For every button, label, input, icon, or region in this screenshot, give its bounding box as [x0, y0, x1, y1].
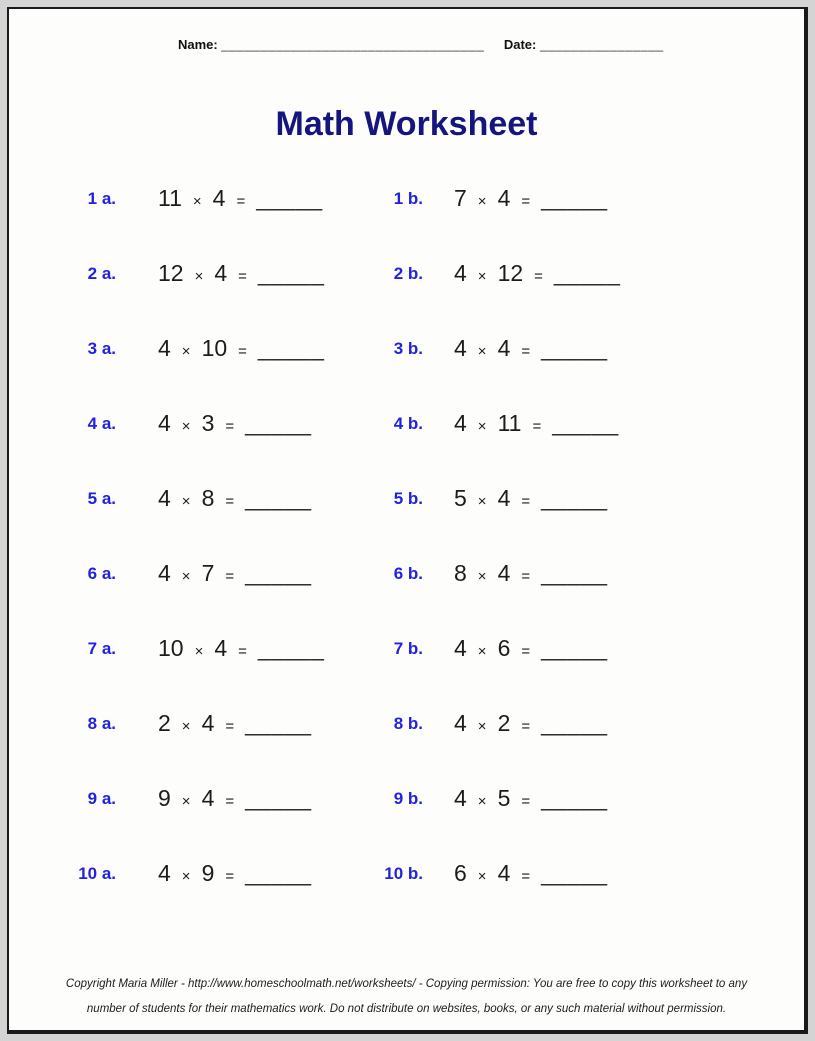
factor-1: 9 — [158, 785, 171, 811]
factor-1: 4 — [158, 485, 171, 511]
problem-label-b: 6 b. — [393, 563, 423, 583]
equals-sign: = — [521, 193, 531, 210]
factor-1: 4 — [454, 710, 467, 736]
multiplication-sign: × — [477, 718, 487, 735]
problem-row — [9, 836, 804, 911]
equals-sign: = — [532, 418, 542, 435]
answer-blank: _____ — [552, 410, 619, 436]
problem-row — [9, 311, 804, 386]
equals-sign: = — [534, 268, 543, 285]
equals-sign: = — [236, 193, 246, 210]
problems-list — [9, 161, 804, 911]
equals-sign: = — [225, 718, 235, 735]
factor-1: 4 — [158, 410, 171, 436]
multiplication-sign: × — [192, 193, 202, 210]
factor-1: 7 — [454, 185, 467, 211]
problem-row — [9, 386, 804, 461]
answer-blank: _____ — [245, 860, 312, 886]
problem-label-a: 3 a. — [87, 338, 116, 358]
factor-2: 4 — [497, 860, 511, 886]
factor-2: 4 — [212, 185, 226, 211]
answer-blank: _____ — [245, 410, 312, 436]
answer-blank: _____ — [245, 710, 312, 736]
equals-sign: = — [521, 793, 531, 810]
multiplication-sign: × — [194, 643, 204, 660]
multiplication-sign: × — [181, 793, 191, 810]
footer-line-2: number of students for their mathematics work. Do not distribute on websites, books, or any such material without permission. — [86, 1003, 727, 1015]
problem-label-b: 2 b. — [393, 263, 423, 283]
factor-2: 2 — [497, 710, 511, 736]
factor-1: 12 — [158, 260, 184, 286]
problem-label-b: 9 b. — [393, 788, 423, 808]
factor-1: 4 — [158, 560, 171, 586]
problem-expression-a — [158, 710, 373, 737]
answer-blank: _____ — [257, 335, 325, 361]
factor-2: 3 — [201, 410, 215, 436]
factor-2: 5 — [497, 785, 511, 811]
factor-1: 2 — [158, 710, 171, 736]
header — [9, 37, 804, 53]
factor-2: 4 — [497, 485, 511, 511]
answer-blank: _____ — [245, 485, 312, 511]
problem-expression-a — [158, 560, 373, 587]
equals-sign: = — [521, 568, 531, 585]
factor-2: 7 — [201, 560, 215, 586]
problem-label-b: 1 b. — [393, 188, 423, 208]
problem-label-a: 2 a. — [87, 263, 116, 283]
factor-2: 12 — [497, 260, 524, 286]
factor-2: 10 — [201, 335, 228, 361]
factor-2: 4 — [497, 560, 511, 586]
equals-sign: = — [225, 418, 235, 435]
multiplication-sign: × — [477, 643, 487, 660]
multiplication-sign: × — [181, 568, 191, 585]
problem-label-b: 7 b. — [393, 638, 423, 658]
equals-sign: = — [225, 493, 235, 510]
factor-1: 11 — [158, 185, 182, 211]
date-label: Date: — [503, 37, 537, 52]
problem-expression-b — [454, 410, 804, 437]
answer-blank: _____ — [541, 635, 608, 661]
multiplication-sign: × — [181, 418, 191, 435]
multiplication-sign: × — [477, 343, 487, 360]
problem-row — [9, 686, 804, 761]
factor-1: 8 — [454, 560, 467, 586]
problem-row — [9, 611, 804, 686]
answer-blank: _____ — [541, 860, 608, 886]
factor-2: 4 — [497, 185, 511, 211]
equals-sign: = — [521, 868, 531, 885]
worksheet-page — [7, 7, 808, 1034]
problem-expression-b — [454, 635, 804, 662]
factor-1: 4 — [158, 860, 171, 886]
problem-label-a: 10 a. — [78, 863, 116, 883]
factor-2: 6 — [497, 635, 511, 661]
problem-row — [9, 536, 804, 611]
equals-sign: = — [521, 718, 531, 735]
factor-1: 4 — [454, 335, 467, 361]
date-blank-line: ________________ — [539, 37, 664, 52]
answer-blank: _____ — [541, 560, 608, 586]
problem-expression-b — [454, 335, 804, 362]
equals-sign: = — [225, 568, 235, 585]
factor-1: 4 — [454, 410, 467, 436]
problem-label-a: 8 a. — [87, 713, 116, 733]
problem-expression-a — [158, 335, 373, 362]
factor-2: 4 — [214, 260, 228, 286]
problem-expression-a — [158, 635, 373, 662]
problem-label-b: 3 b. — [393, 338, 423, 358]
problem-label-a: 9 a. — [87, 788, 116, 808]
equals-sign: = — [238, 343, 247, 360]
problem-expression-a — [158, 785, 373, 812]
equals-sign: = — [225, 868, 235, 885]
multiplication-sign: × — [477, 568, 487, 585]
equals-sign: = — [521, 343, 531, 360]
problem-expression-b — [454, 710, 804, 737]
problem-label-a: 5 a. — [87, 488, 116, 508]
multiplication-sign: × — [477, 868, 487, 885]
factor-1: 4 — [454, 635, 467, 661]
problem-row — [9, 161, 804, 236]
problem-label-a: 1 a. — [87, 188, 116, 208]
footer — [9, 972, 804, 1022]
factor-1: 4 — [454, 785, 467, 811]
footer-line-1: Copyright Maria Miller - http://www.homeschoolmath.net/worksheets/ - Copying permission: You are free to copy this worksheet to any — [65, 978, 748, 990]
multiplication-sign: × — [477, 418, 487, 435]
factor-2: 4 — [214, 635, 228, 661]
multiplication-sign: × — [181, 493, 191, 510]
answer-blank: _____ — [541, 185, 608, 211]
multiplication-sign: × — [194, 268, 204, 285]
problem-expression-b — [454, 860, 804, 887]
answer-blank: _____ — [541, 335, 608, 361]
factor-2: 8 — [201, 485, 215, 511]
factor-2: 9 — [201, 860, 215, 886]
multiplication-sign: × — [181, 868, 191, 885]
problem-label-b: 10 b. — [384, 863, 423, 883]
multiplication-sign: × — [477, 268, 487, 285]
equals-sign: = — [238, 268, 247, 285]
equals-sign: = — [225, 793, 235, 810]
name-label: Name: — [178, 37, 218, 52]
problem-expression-a — [158, 485, 373, 512]
answer-blank: _____ — [257, 635, 325, 661]
multiplication-sign: × — [181, 718, 191, 735]
answer-blank: _____ — [256, 185, 323, 211]
problem-label-b: 5 b. — [393, 488, 423, 508]
problem-row — [9, 761, 804, 836]
answer-blank: _____ — [553, 260, 621, 286]
problem-label-b: 4 b. — [393, 413, 423, 433]
problem-expression-a — [158, 860, 373, 887]
factor-1: 10 — [158, 635, 184, 661]
problem-expression-b — [454, 485, 804, 512]
problem-expression-b — [454, 560, 804, 587]
factor-2: 4 — [497, 335, 511, 361]
factor-2: 11 — [497, 410, 522, 436]
equals-sign: = — [521, 493, 531, 510]
problem-expression-b — [454, 185, 804, 212]
answer-blank: _____ — [541, 485, 608, 511]
problem-expression-a — [158, 410, 373, 437]
multiplication-sign: × — [477, 493, 487, 510]
problem-row — [9, 236, 804, 311]
factor-1: 5 — [454, 485, 467, 511]
factor-1: 6 — [454, 860, 467, 886]
problem-expression-a — [158, 185, 373, 212]
problem-label-a: 4 a. — [87, 413, 116, 433]
problem-row — [9, 461, 804, 536]
multiplication-sign: × — [477, 193, 487, 210]
factor-1: 4 — [158, 335, 171, 361]
problem-label-a: 7 a. — [87, 638, 116, 658]
factor-2: 4 — [201, 710, 215, 736]
problem-expression-a — [158, 260, 373, 287]
answer-blank: _____ — [541, 785, 608, 811]
problem-expression-b — [454, 260, 804, 287]
answer-blank: _____ — [245, 785, 312, 811]
factor-2: 4 — [201, 785, 215, 811]
factor-1: 4 — [454, 260, 467, 286]
answer-blank: _____ — [257, 260, 325, 286]
answer-blank: _____ — [541, 710, 608, 736]
name-blank-line: __________________________________ — [221, 37, 485, 52]
multiplication-sign: × — [181, 343, 191, 360]
equals-sign: = — [521, 643, 531, 660]
page-title: Math Worksheet — [275, 105, 538, 143]
problem-label-b: 8 b. — [393, 713, 423, 733]
problem-label-a: 6 a. — [87, 563, 116, 583]
multiplication-sign: × — [477, 793, 487, 810]
problem-expression-b — [454, 785, 804, 812]
equals-sign: = — [238, 643, 247, 660]
answer-blank: _____ — [245, 560, 312, 586]
